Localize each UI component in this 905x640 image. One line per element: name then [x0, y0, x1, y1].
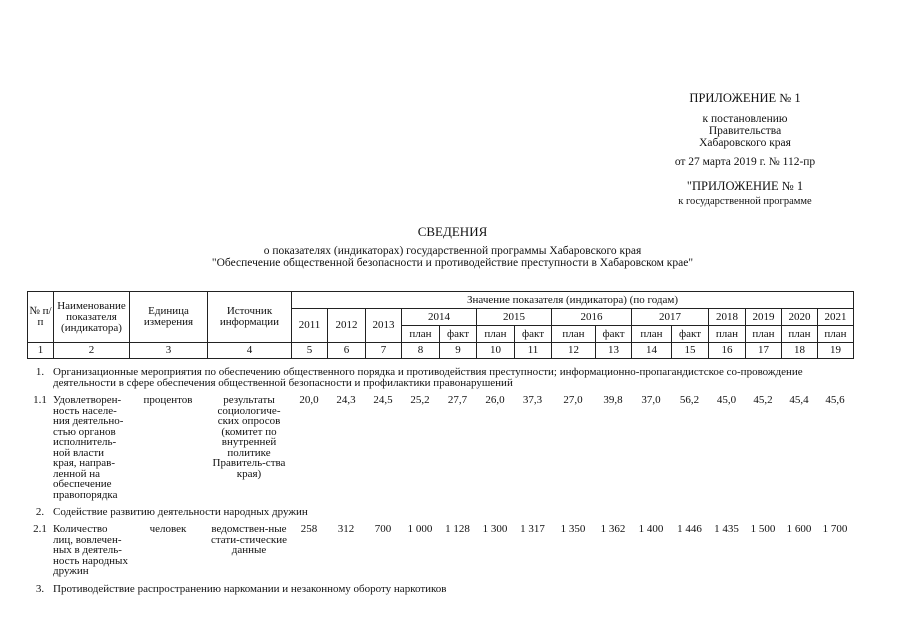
row-unit: человек: [149, 523, 187, 535]
row-value: 26,0: [485, 394, 505, 406]
row-value: 1 435: [714, 523, 739, 535]
document-title: СВЕДЕНИЯ: [417, 224, 488, 239]
document-subtitle-2: "Обеспечение общественной безопасности и противодействие преступности в Хабаровском крае": [211, 257, 694, 269]
table-row: [27, 522, 853, 581]
row-value: 1 600: [786, 523, 812, 535]
row-value: 1 500: [750, 523, 776, 535]
header-plan: план: [782, 326, 818, 343]
col-number: 15: [672, 343, 709, 359]
row-source: результаты социологиче-ских опросов (комитет по внутренней политике Правитель-ства края): [212, 394, 286, 480]
program-block: [640, 180, 850, 208]
col-number: 16: [709, 343, 746, 359]
section-row: [27, 364, 853, 393]
indicators-table-body: [27, 364, 853, 599]
row-value: 39,8: [603, 394, 623, 406]
col-number: 13: [596, 343, 632, 359]
header-plan: план: [477, 326, 515, 343]
row-value: 312: [337, 523, 355, 535]
col-number: 17: [746, 343, 782, 359]
col-number: 12: [552, 343, 596, 359]
header-plan: план: [709, 326, 746, 343]
header-fact: факт: [596, 326, 632, 343]
header-plan: план: [552, 326, 596, 343]
col-number: 7: [366, 343, 402, 359]
row-indicator-name: Количество лиц, вовлечен-ных в деятель-ность народных дружин: [53, 523, 128, 577]
col-number: 10: [477, 343, 515, 359]
row-value: 45,4: [789, 394, 809, 406]
resolution-line: к постановлению: [702, 113, 788, 125]
header-year-2011: 2011: [292, 309, 328, 343]
appendix-block: [640, 92, 850, 105]
section-number: 2.: [35, 506, 45, 518]
row-value: 37,3: [522, 394, 543, 406]
row-value: 1 317: [520, 523, 545, 535]
header-source: Источник информации: [208, 292, 292, 343]
region-line: Хабаровского края: [699, 137, 791, 149]
row-value: 45,0: [716, 394, 737, 406]
header-name: Наименование показателя (индикатора): [54, 292, 130, 343]
col-number: 9: [440, 343, 477, 359]
col-number: 3: [130, 343, 208, 359]
col-number: 2: [54, 343, 130, 359]
appendix-title: ПРИЛОЖЕНИЕ № 1: [689, 91, 801, 105]
header-year-2017: 2017: [632, 309, 709, 326]
row-value: 45,6: [825, 394, 845, 406]
col-number: 5: [292, 343, 328, 359]
header-year-2020: 2020: [782, 309, 818, 326]
header-plan: план: [402, 326, 440, 343]
row-number: 1.1: [33, 394, 47, 406]
row-value: 1 700: [822, 523, 848, 535]
row-value: 24,5: [373, 394, 393, 406]
header-plan: план: [632, 326, 672, 343]
row-unit: процентов: [143, 394, 193, 406]
header-fact: факт: [672, 326, 709, 343]
table-row: [27, 393, 853, 504]
header-year-2021: 2021: [818, 309, 854, 326]
row-indicator-name: Удовлетворен-ность населе-ния деятельно-стью органов исполнитель-ной власти края, направ-ленной на обеспечение правопорядка: [53, 394, 124, 501]
header-fact: факт: [515, 326, 552, 343]
col-number: 18: [782, 343, 818, 359]
header-fact: факт: [440, 326, 477, 343]
indicators-table-header: [27, 291, 854, 359]
header-values-group: Значение показателя (индикатора) (по годам): [292, 292, 854, 309]
appendix-quote: "ПРИЛОЖЕНИЕ № 1: [686, 179, 804, 193]
section-title: Организационные мероприятия по обеспечению общественного порядка и противодействия преступности; информационно-пропагандистское со-провождение деятельности в сфере обеспечения общественной безопасности и профилактики правонарушений: [53, 366, 803, 389]
row-value: 1 350: [560, 523, 586, 535]
col-number: 4: [208, 343, 292, 359]
date-line: от 27 марта 2019 г. № 112-пр: [674, 156, 816, 168]
header-year-2012: 2012: [328, 309, 366, 343]
row-value: 1 128: [445, 523, 470, 535]
col-number: 19: [818, 343, 854, 359]
row-number: 2.1: [33, 523, 47, 535]
government-line: Правительства: [708, 125, 782, 137]
header-unit: Единица измерения: [130, 292, 208, 343]
header-num: № п/п: [28, 292, 54, 343]
col-number: 8: [402, 343, 440, 359]
row-value: 20,0: [299, 394, 319, 406]
row-value: 27,0: [563, 394, 583, 406]
row-value: 700: [374, 523, 392, 535]
header-year-2013: 2013: [366, 309, 402, 343]
col-number: 11: [515, 343, 552, 359]
section-title: Противодействие распространению наркомании и незаконному обороту наркотиков: [53, 582, 447, 595]
section-row: [27, 581, 853, 599]
row-value: 27,7: [447, 394, 468, 406]
row-value: 37,0: [641, 394, 661, 406]
header-plan: план: [746, 326, 782, 343]
row-value: 1 446: [677, 523, 702, 535]
col-number: 6: [328, 343, 366, 359]
row-value: 258: [300, 523, 318, 535]
row-value: 1 400: [638, 523, 664, 535]
row-source: ведомствен-ные стати-стические данные: [210, 523, 288, 556]
row-value: 24,3: [336, 394, 356, 406]
col-number: 14: [632, 343, 672, 359]
row-value: 1 300: [482, 523, 508, 535]
header-year-2016: 2016: [552, 309, 632, 326]
header-year-2018: 2018: [709, 309, 746, 326]
row-value: 56,2: [679, 394, 700, 406]
section-title: Содействие развитию деятельности народных дружин: [53, 506, 308, 518]
header-year-2015: 2015: [477, 309, 552, 326]
section-row: [27, 504, 853, 522]
date-block: [640, 156, 850, 168]
row-value: 1 000: [407, 523, 433, 535]
row-value: 25,2: [410, 394, 430, 406]
row-value: 1 362: [600, 523, 626, 535]
header-plan: план: [818, 326, 854, 343]
program-line: к государственной программе: [678, 196, 812, 207]
col-number: 1: [28, 343, 54, 359]
section-number: 1.: [35, 366, 45, 378]
resolution-block: [640, 113, 850, 149]
section-number: 3.: [35, 582, 45, 595]
row-value: 45,2: [753, 394, 773, 406]
document-subtitle-1: о показателях (индикаторах) государственной программы Хабаровского края: [263, 245, 642, 257]
header-year-2014: 2014: [402, 309, 477, 326]
header-year-2019: 2019: [746, 309, 782, 326]
